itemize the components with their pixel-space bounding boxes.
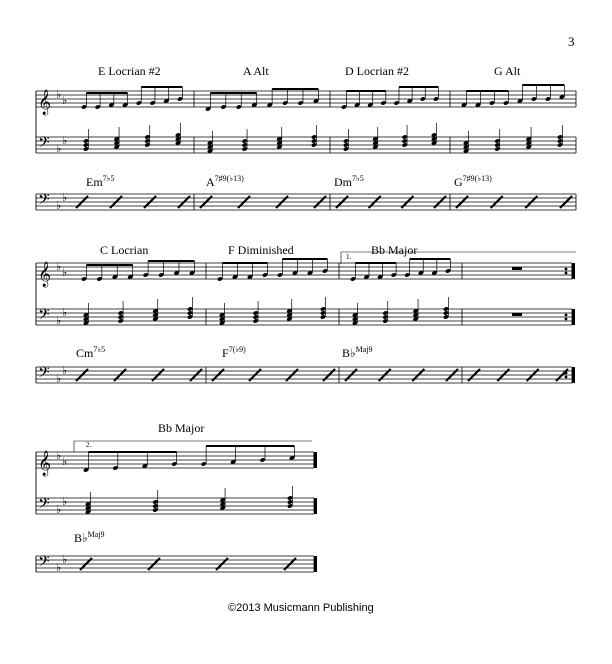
flat-icon: ♭ (56, 260, 62, 273)
treble-clef-icon: 𝄞 (38, 262, 52, 287)
flat-icon: ♭ (62, 455, 68, 468)
scale-label: E Locrian #2 (98, 64, 161, 78)
flat-icon: ♭ (56, 314, 62, 327)
copyright-notice: ©2013 Musicmann Publishing (228, 602, 374, 614)
bass-clef-icon: 𝄢 (38, 134, 50, 155)
bass-clef-icon: 𝄢 (38, 553, 50, 574)
repeat-dot (565, 376, 568, 379)
bass-clef-icon: 𝄢 (38, 364, 50, 385)
flat-icon: ♭ (62, 94, 68, 107)
final-barline (572, 309, 575, 325)
flat-icon: ♭ (62, 266, 68, 279)
flat-icon: ♭ (56, 88, 62, 101)
flat-icon: ♭ (62, 364, 68, 377)
scale-label: C Locrian (100, 243, 149, 257)
bass-clef-icon: 𝄢 (38, 495, 50, 516)
final-barline (572, 263, 575, 279)
flat-icon: ♭ (56, 561, 62, 574)
chord-symbol: $F^{7(♭9)}$ (222, 345, 246, 360)
whole-rest-icon (512, 313, 522, 316)
scale-label: D Locrian #2 (345, 64, 409, 78)
repeat-dot (565, 268, 568, 271)
flat-icon: ♭ (56, 372, 62, 385)
flat-icon: ♭ (56, 449, 62, 462)
first-ending-label: 1. (346, 253, 352, 261)
scale-label: F Diminished (228, 243, 294, 257)
flat-icon: ♭ (62, 191, 68, 204)
bass-clef-icon: 𝄢 (38, 306, 50, 327)
final-barline (314, 556, 317, 572)
chord-symbol: $Cm^{7♭5}$ (76, 345, 106, 360)
flat-icon: ♭ (62, 495, 68, 508)
flat-icon: ♭ (62, 134, 68, 147)
second-ending-label: 2. (86, 441, 92, 449)
scale-label: Bb Major (371, 243, 418, 257)
bass-clef-icon: 𝄢 (38, 191, 50, 212)
flat-icon: ♭ (56, 199, 62, 212)
final-barline (314, 498, 317, 514)
flat-icon: ♭ (62, 553, 68, 566)
final-barline (572, 367, 575, 383)
chord-symbol: B♭$^{Maj9}$ (74, 530, 105, 545)
whole-rest-icon (512, 267, 522, 270)
repeat-dot (565, 372, 568, 375)
chord-symbol: $Em^{7♭5}$ (86, 174, 115, 189)
flat-icon: ♭ (56, 503, 62, 516)
final-barline (314, 452, 317, 468)
chord-symbol: $A^{7♯9(♭13)}$ (206, 174, 244, 189)
scale-label: A Alt (243, 64, 269, 78)
chord-symbol: $G^{7♯9(♭13)}$ (454, 174, 492, 189)
flat-icon: ♭ (62, 306, 68, 319)
treble-clef-icon: 𝄞 (38, 90, 52, 115)
repeat-dot (565, 318, 568, 321)
page-number: 3 (568, 34, 575, 49)
repeat-dot (565, 314, 568, 317)
treble-clef-icon: 𝄞 (38, 451, 52, 476)
flat-icon: ♭ (56, 142, 62, 155)
scale-label: G Alt (494, 64, 521, 78)
chord-symbol: B♭$^{Maj9}$ (342, 345, 373, 360)
scale-label: Bb Major (158, 421, 205, 435)
repeat-dot (565, 272, 568, 275)
chord-symbol: $Dm^{7♭5}$ (334, 174, 364, 189)
